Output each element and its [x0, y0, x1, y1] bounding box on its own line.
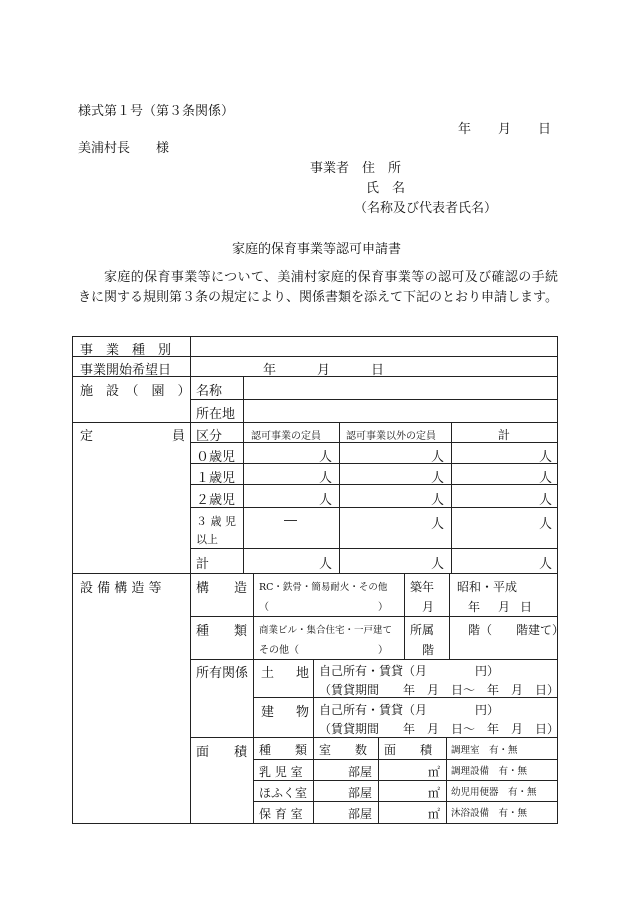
capacity-label-right: 員	[172, 429, 186, 444]
capacity-row-licensed: 人	[319, 493, 333, 508]
era-options: 昭和・平成	[457, 580, 518, 594]
capacity-row-total: 人	[539, 471, 553, 486]
capacity-row-licensed: 人	[319, 557, 333, 572]
structure-options: RC・鉄骨・簡易耐火・その他	[259, 582, 388, 593]
capacity-row-category: ０歳児	[196, 450, 236, 465]
floor-value: 階（ 階建て）	[468, 623, 565, 637]
capacity-row-category: 計	[196, 557, 210, 572]
capacity-row-category-line2: 以上	[196, 533, 218, 546]
facility-address-label: 所在地	[196, 407, 236, 422]
capacity-row-licensed: ―	[284, 513, 297, 528]
capacity-row-category: ２歳児	[196, 493, 236, 508]
capacity-row-licensed: 人	[319, 450, 333, 465]
applicant-representative-label: （名称及び代表者氏名）	[354, 201, 498, 216]
capacity-row-total: 人	[539, 450, 553, 465]
structure-label-right: 造	[234, 581, 248, 596]
equipment-kitchen: 調理室 有・無	[451, 745, 518, 756]
structure-paren-open: （	[259, 602, 269, 613]
area-row-rooms: 部屋	[348, 786, 373, 800]
capacity-row-total: 人	[539, 517, 553, 532]
capacity-label-left: 定	[80, 429, 94, 444]
capacity-row-other: 人	[431, 493, 445, 508]
area-row-rooms: 部屋	[348, 765, 373, 779]
capacity-row-other: 人	[431, 517, 445, 532]
area-header-area: 面 積	[384, 743, 433, 757]
area-row-area: ㎡	[428, 765, 441, 779]
area-row-area: ㎡	[428, 807, 441, 821]
land-ownership: 自己所有・賃貸（月 円）	[319, 664, 500, 678]
land-lease-period: （賃貸期間 年 月 日～ 年 月 日）	[319, 683, 560, 697]
applicant-name-label: 氏 名	[366, 181, 406, 196]
date-year: 年	[458, 122, 472, 137]
capacity-row-licensed: 人	[319, 471, 333, 486]
business-type-label: 事 業 種 別	[80, 343, 172, 358]
capacity-header-other: 認可事業以外の定員	[346, 431, 436, 442]
ownership-label: 所有関係	[196, 666, 249, 681]
area-row-area: ㎡	[428, 786, 441, 800]
capacity-header-category: 区分	[196, 429, 223, 444]
floor-label: 所属	[410, 623, 435, 637]
facility-label: 施 設 （ 園 ）	[80, 384, 191, 399]
land-label-right: 地	[296, 666, 310, 681]
capacity-row-category: １歳児	[196, 471, 236, 486]
facility-name-label: 名称	[196, 384, 223, 399]
area-label-left: 面	[196, 745, 210, 760]
capacity-row-total: 人	[539, 493, 553, 508]
kind-other-close: ）	[378, 645, 388, 656]
capacity-row-category: ３ 歳 児	[196, 515, 236, 528]
area-row-kind: ほふく室	[259, 786, 308, 800]
form-number: 様式第１号（第３条関係）	[78, 104, 235, 119]
capacity-header-total: 計	[498, 428, 511, 442]
equipment-bath: 沐浴設備 有・無	[451, 808, 528, 819]
building-label-right: 物	[296, 705, 310, 720]
kind-other: その他（	[259, 645, 299, 656]
building-lease-period: （賃貸期間 年 月 日～ 年 月 日）	[319, 722, 560, 736]
structure-paren-close: ）	[378, 602, 388, 613]
date-day: 日	[538, 122, 552, 137]
era-year: 年	[468, 600, 481, 614]
kind-label-left: 種	[196, 624, 210, 639]
floor-unit: 階	[422, 643, 435, 657]
area-header-kind: 種 類	[259, 743, 308, 757]
capacity-header-licensed: 認可事業の定員	[251, 431, 321, 442]
date-month: 月	[498, 122, 512, 137]
addressee: 美浦村長 様	[78, 141, 170, 156]
start-date-label: 事業開始希望日	[80, 363, 172, 378]
equipment-toilet: 幼児用便器 有・無	[451, 787, 537, 798]
building-ownership: 自己所有・賃貸（月 円）	[319, 703, 500, 717]
area-label-right: 積	[234, 745, 248, 760]
era-day: 日	[520, 600, 533, 614]
start-year: 年	[263, 363, 277, 378]
area-row-kind: 保 育 室	[259, 807, 303, 821]
kind-options: 商業ビル・集合住宅・一戸建て	[259, 625, 393, 636]
document-title: 家庭的保育事業等認可申請書	[232, 242, 402, 257]
built-year-label: 築年	[410, 580, 435, 594]
body-paragraph: 家庭的保育事業等について、美浦村家庭的保育事業等の認可及び確認の手続きに関する規則第３条の規定により、関係書類を添えて下記のとおり申請します。	[78, 270, 558, 305]
land-label-left: 土	[261, 666, 275, 681]
start-month: 月	[317, 363, 331, 378]
start-day: 日	[371, 363, 385, 378]
facility-structure-label: 設 備 構 造 等	[80, 581, 162, 596]
capacity-row-other: 人	[431, 557, 445, 572]
applicant-address-label: 事業者 住 所	[310, 161, 402, 176]
capacity-row-total: 人	[539, 557, 553, 572]
area-row-kind: 乳 児 室	[259, 765, 303, 779]
building-label-left: 建	[261, 705, 275, 720]
equipment-cooking: 調理設備 有・無	[451, 766, 528, 777]
structure-label-left: 構	[196, 581, 210, 596]
capacity-row-other: 人	[431, 471, 445, 486]
era-month: 月	[498, 600, 511, 614]
area-header-rooms: 室 数	[319, 743, 368, 757]
capacity-row-other: 人	[431, 450, 445, 465]
area-row-rooms: 部屋	[348, 807, 373, 821]
built-month-label: 月	[422, 600, 435, 614]
kind-label-right: 類	[234, 624, 248, 639]
